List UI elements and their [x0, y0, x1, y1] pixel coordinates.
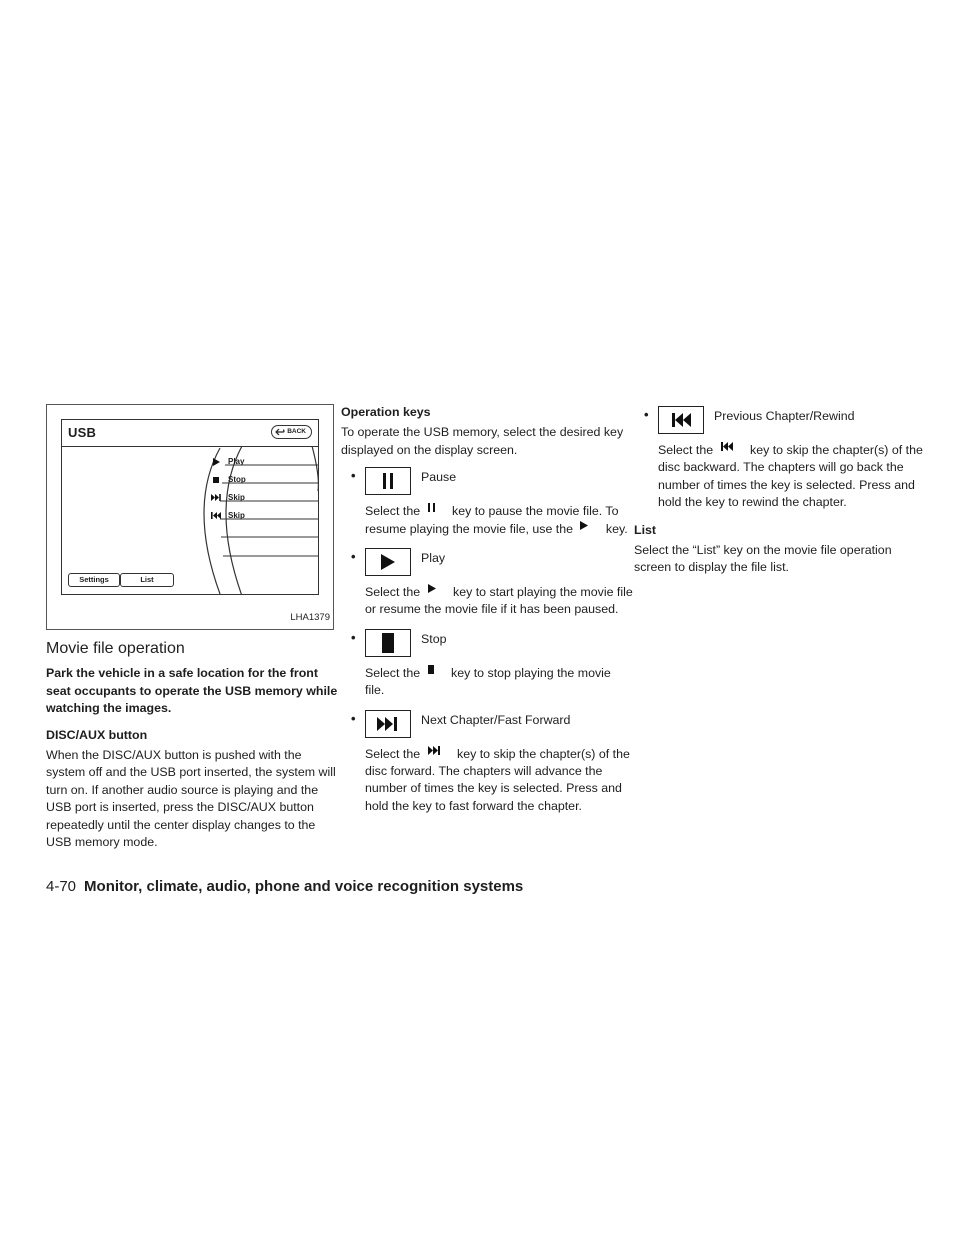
usb-screen-figure: [46, 404, 334, 630]
bullet: •: [351, 629, 356, 645]
key-previous-chapter: [644, 406, 926, 434]
chapter-title: Monitor, climate, audio, phone and voice recognition systems: [84, 878, 524, 895]
menu-item-play[interactable]: [210, 453, 244, 470]
menu-item-stop[interactable]: [210, 471, 246, 488]
page-footer: [46, 878, 523, 895]
pause-key-button: [365, 467, 411, 495]
right-column: [634, 404, 926, 585]
disc-aux-text: When the DISC/AUX button is pushed with the system off and the USB port inserted, the system will turn on. If another audio source is playing and the USB port is inserted, press the DISC/AUX button repeatedly until the center display changes to the USB memory mode.: [46, 748, 336, 850]
play-key-button: [365, 548, 411, 576]
key-description: [365, 584, 633, 619]
list-heading: List: [634, 522, 657, 537]
next-chapter-icon: [428, 746, 440, 755]
settings-button[interactable]: Settings: [68, 573, 120, 587]
bullet: •: [351, 468, 356, 484]
page-number: 4-70: [46, 878, 77, 895]
disc-aux-heading: DISC/AUX button: [46, 727, 148, 742]
desc-text: key to stop playing the movie file.: [365, 665, 611, 698]
desc-text: Select the: [365, 665, 421, 680]
desc-text: Select the: [365, 504, 421, 519]
key-label: Previous Chapter/Rewind: [714, 409, 855, 423]
key-stop: [351, 629, 633, 657]
play-icon: [580, 521, 588, 530]
play-icon: [428, 584, 436, 593]
desc-text: Select the: [365, 585, 421, 600]
key-label: Play: [421, 551, 446, 566]
desc-text: To resume playing the movie file, use the: [365, 504, 619, 536]
key-description: [365, 503, 633, 538]
play-icon: [381, 554, 395, 570]
operation-keys-heading: Operation keys: [341, 405, 431, 419]
previous-chapter-icon: [670, 413, 692, 427]
desc-text: key to start playing the movie file or resume the movie file if it has been paused.: [365, 585, 633, 617]
menu-panel-outline: [180, 446, 319, 595]
previous-chapter-key-button: [658, 406, 704, 434]
middle-column: [341, 404, 633, 825]
desc-text: Select the: [365, 746, 421, 761]
left-column: [46, 404, 338, 859]
menu-item-label: Skip: [228, 511, 245, 520]
desc-text: key to pause the movie file.: [452, 504, 603, 519]
pause-icon: [382, 473, 394, 489]
stop-icon: [428, 665, 434, 674]
bullet: •: [351, 549, 356, 565]
stop-icon: [382, 633, 394, 653]
section-heading: Movie file operation: [46, 640, 185, 657]
desc-text: key.: [605, 521, 628, 536]
key-play: [351, 548, 633, 576]
bullet: •: [644, 407, 649, 422]
next-chapter-icon: [377, 717, 399, 731]
back-arrow-icon: [275, 428, 285, 436]
next-chapter-icon: [211, 494, 221, 501]
key-description: [365, 746, 633, 816]
back-label: BACK: [287, 428, 306, 435]
operation-keys-intro: To operate the USB memory, select the desired key displayed on the display screen.: [341, 425, 624, 457]
list-button[interactable]: List: [120, 573, 174, 587]
list-text: Select the “List” key on the movie file operation screen to display the file list.: [634, 543, 892, 575]
bullet: •: [351, 710, 356, 726]
key-label: Stop: [421, 631, 447, 646]
usb-display-screen: [61, 419, 319, 595]
back-button[interactable]: [271, 425, 312, 439]
desc-text: key to skip the chapter(s) of the disc forward. The chapters will advance the number of times the key is selected. Press and hold the key to fast forward the chapter.: [365, 746, 630, 813]
safety-warning: Park the vehicle in a safe location for the front seat occupants to operate the USB memory while watching the images.: [46, 666, 338, 716]
menu-item-label: Play: [228, 457, 245, 466]
menu-item-label: Skip: [228, 493, 245, 502]
stop-key-button: [365, 629, 411, 657]
next-chapter-key-button: [365, 710, 411, 738]
key-next-chapter: [351, 710, 633, 738]
previous-chapter-icon: [211, 512, 221, 519]
pause-icon: [428, 503, 435, 512]
key-label: Next Chapter/Fast Forward: [421, 712, 571, 727]
screen-title: USB: [68, 425, 97, 440]
desc-text: Select the: [658, 443, 714, 457]
stop-icon: [213, 477, 219, 483]
desc-text: key to skip the chapter(s) of the disc backward. The chapters will go back the number of times the key is selected. Press and hold the key to rewind the chapter.: [658, 443, 923, 510]
previous-chapter-icon: [721, 442, 733, 451]
menu-item-skip-forward[interactable]: [210, 489, 245, 506]
figure-code: LHA1379: [290, 611, 330, 623]
menu-item-label: Stop: [228, 475, 246, 484]
key-description: [658, 442, 926, 512]
key-pause: [351, 467, 633, 495]
key-description: [365, 665, 633, 700]
play-icon: [213, 458, 220, 466]
key-label: Pause: [421, 470, 457, 485]
menu-item-skip-back[interactable]: [210, 507, 245, 524]
